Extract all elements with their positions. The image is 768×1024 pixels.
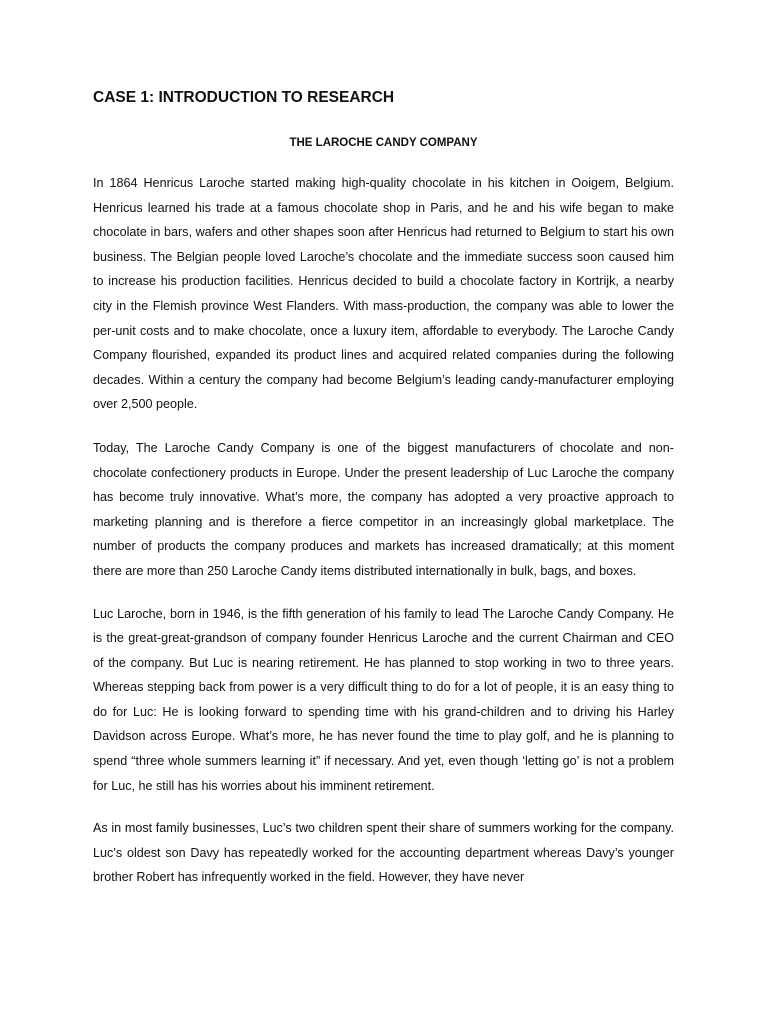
case-title: CASE 1: INTRODUCTION TO RESEARCH [93,89,395,106]
document-title: THE LAROCHE CANDY COMPANY [289,137,478,149]
paragraph-luc-laroche: Luc Laroche, born in 1946, is the fifth generation of his family to lead The Laroche Candy Company. He is the great-great-grandson of company founder Henricus Laroche and the current Chairman and CEO of the company. But Luc is nearing retirement. He has planned to stop working in two to three years. Whereas stepping back from power is a very difficult thing to do for a lot of people, it is an easy thing to do for Luc: He is looking forward to spending time with his grand-children and to driving his Harley Davidson across Europe. What’s more, he has never found the time to play golf, and he is planning to spend “three whole summers learning it” if necessary. And yet, even though ‘letting go’ is not a problem for Luc, he still has his worries about his imminent retirement. [93,606,674,793]
paragraph-history: In 1864 Henricus Laroche started making high-quality chocolate in his kitchen in Ooigem, Belgium. Henricus learned his trade at a famous chocolate shop in Paris, and he and his wife began to make chocolate in bars, wafers and other shapes soon after Henricus had returned to Belgium to start his own business. The Belgian people loved Laroche’s chocolate and the immediate success soon caused him to increase his production facilities. Henricus decided to build a chocolate factory in Kortrijk, a nearby city in the Flemish province West Flanders. With mass-production, the company was able to lower the per-unit costs and to make chocolate, once a luxury item, affordable to everybody. The Laroche Candy Company flourished, expanded its product lines and acquired related companies during the following decades. Within a century the company had become Belgium’s leading candy-manufacturer employing over 2,500 people. [93,176,674,412]
document-body [93,88,674,890]
paragraph-family-business: As in most family businesses, Luc’s two children spent their share of summers working for the company. Luc’s oldest son Davy has repeatedly worked for the accounting department whereas Davy’s younger brother Robert has infrequently worked in the field. However, they have never [93,821,674,885]
paragraph-today: Today, The Laroche Candy Company is one of the biggest manufacturers of chocolate and non-chocolate confectionery products in Europe. Under the present leadership of Luc Laroche the company has become truly innovative. What’s more, the company has adopted a very proactive approach to marketing planning and is therefore a fierce competitor in an increasingly global marketplace. The number of products the company produces and markets has increased dramatically; at this moment there are more than 250 Laroche Candy items distributed internationally in bulk, bags, and boxes. [93,440,674,578]
